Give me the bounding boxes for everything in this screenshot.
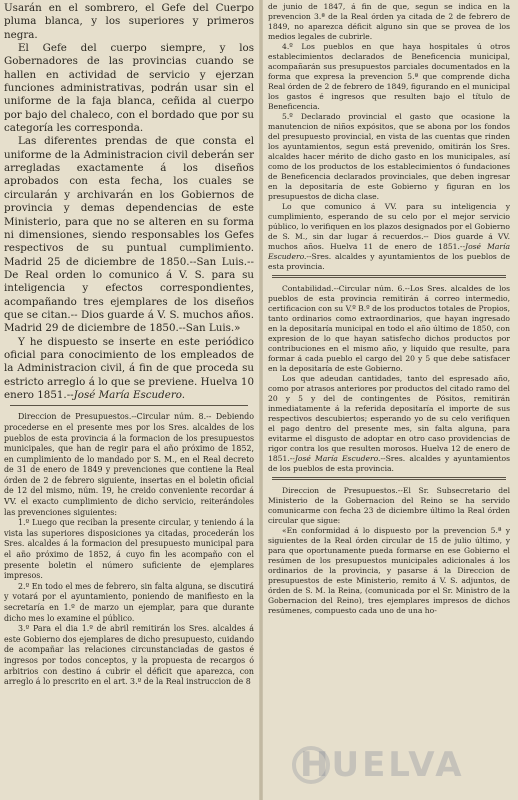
signature-escudero-2: José María Escudero. — [268, 242, 510, 261]
para-continuation-right: de junio de 1847, á fin de que, segun se indica en la prevencion 3.ª de la Real órden ya citada de 2 de febrero de 1849, no aparezca déficit alguno sin que se provea de los medios legales de cubrirle. — [268, 2, 510, 41]
para-dispuesto-text: Y he dispuesto se inserte en este periódico oficial para conocimiento de los empleados de la Administracion civil, á fin de que proceda su estricto arreglo á lo que se previene. Huelva 10 enero 1851.-- — [4, 335, 254, 401]
para-comunico-text: Lo que comunico á VV. para su inteligencia y cumplimiento, esperando de su celo por el mejor servicio público, lo verifiquen en los plazos designados por el Gobierno de S. M., sin dar lugar á recuerdos.-- Dios guarde á VV. muchos años. Huelva 11 de enero de 1851.-- — [268, 202, 510, 251]
para-comunico — [268, 202, 510, 272]
circular-8-point-3: 3.º Para el dia 1.º de abril remitirán los Sres. alcaldes á este Gobierno dos ejemplares de dicho presupuesto, cuidando de acompañar las relaciones circunstanciadas de gastos é ingresos por todos conceptos, y la propuesta de recargos ó arbitrios con destino á cubrir el déficit que aparezca, con arreglo á lo prescrito en el art. 3.º de la Real instruccion de 8 — [4, 624, 254, 687]
watermark-text: HUELVA — [300, 745, 465, 785]
para-5: 5.º Declarado provincial el gasto que ocasione la manutencion de niños expósitos, que se abona por los fondos del presupuesto provincial, en vista de las cuentas que rinden los ayuntamientos, segun está prevenido, omitirán los Sres. alcaldes hacer mérito de dicho gasto en los municipales, así como de los productos de los establecimientos ó fundaciones de Beneficencia declarados provinciales, que deben ingresar en la depositaría de este Gobierno y figuran en los presupuestos de dicha clase. — [268, 112, 510, 201]
addressees-2: --Sres. alcaldes y ayuntamientos de los pueblos de esta provincia. — [268, 454, 510, 473]
para-continuation: Usarán en el sombrero, el Gefe del Cuerpo pluma blanca, y los superiores y primeros negra. — [4, 2, 254, 41]
presupuestos-intro: Direccion de Presupuestos.--El Sr. Subsecretario del Ministerio de la Gobernacion del Reino se ha servido comunicarme con fecha 23 de diciembre último la Real órden circular que sigue: — [268, 486, 510, 525]
para-gefe: El Gefe del cuerpo siempre, y los Gobernadores de las provincias cuando se hallen en actividad de servicio y ejerzan funciones administrativas, podrán usar sin el uniforme de la faja blanca, ceñida al cuerpo por bajo del chaleco, con el bordado que por su categoría les corresponda. — [4, 42, 254, 135]
para-4: 4.º Los pueblos en que haya hospitales ú otros establecimientos declarados de Beneficencia municipal, acompañarán sus presupuestos parciales documentados en la forma que expresa la prevencion 5.ª que comprende dicha Real órden de 2 de febrero de 1849, figurando en el municipal los gastos é ingresos que resulten bajo el título de Beneficencia. — [268, 42, 510, 111]
right-column — [268, 2, 510, 616]
circular-6-point-2 — [268, 374, 510, 474]
circular-8-intro: Direccion de Presupuestos.--Circular núm. 8.-- Debiendo procederse en el presente mes por los Sres. alcaldes de los pueblos de esta provincia á la formacion de los presupuestos municipales, que han de regir para el año próximo de 1852, en cumplimiento de lo mandado por S. M., en el Real decreto de 31 de enero de 1849 y prevenciones que contiene la Real órden de 2 de febrero siguiente, insertas en el boletin oficial de 12 del mismo, núm. 19, he creido conveniente recordar á VV. el exacto cumplimiento de dicho servicio, reiterándoles las prevenciones siguientes: — [4, 412, 254, 517]
circular-6-point-2-text: Los que adeudan cantidades, tanto del espresado año, como por atrasos anteriores por productos del citado ramo del 20 y 5 y del de contingentes de Pósitos, remitirán inmediatamente á la referida depositaría el importe de sus respectivos descubiertos; esperando yo de su celo verifiquen el pago dentro del presente mes, sin falta alguna, para evitarme el disgusto de adoptar en otro caso providencias de rigor contra los que resulten morosos. Huelva 12 de enero de 1851.-- — [268, 374, 510, 463]
addressees-1: --Sres. alcaldes y ayuntamientos de los pueblos de esta provincia. — [268, 252, 510, 271]
section-divider — [272, 275, 506, 278]
section-divider — [272, 477, 506, 480]
presupuestos-quote: «En conformidad á lo dispuesto por la prevencion 5.ª y siguientes de la Real órden circular de 15 de julio último, y para que oportunamente pueda formarse en ese Gobierno el resúmen de los presupuestos municipales adicionales á los ordinarios de la provincia, y pasarse á la Direccion de presupuestos de este Ministerio, remito á V. S. adjuntos, de órden de S. M. la Reina, (comunicada por el Sr. Ministro de la Gobernacion del Reino), tres ejemplares impresos de dichos resúmenes, compuesto cada uno de una ho- — [268, 526, 510, 615]
para-dispuesto — [4, 336, 254, 403]
circular-8-point-2: 2.º En todo el mes de febrero, sin falta alguna, se discutirá y votará por el ayuntamiento, poniendo de manifiesto en la secretaría en 1.º de marzo un ejemplar, para que durante dicho mes lo examine el público. — [4, 581, 254, 623]
para-prendas: Las diferentes prendas de que consta el uniforme de la Administracion civil deberán ser arregladas exactamente á los diseños aprobados con esta fecha, los cuales se circularán y archivarán en los Gobiernos de provincia y demas dependencias de este Ministerio, para que no se alteren en su forma ni dimensiones, siendo responsables los Gefes respectivos de su puntual cumplimiento. Madrid 25 de diciembre de 1850.--San Luis.-- De Real orden lo comunico á V. S. para su inteligencia y efectos correspondientes, acompañando tres ejemplares de los diseños que se citan.-- Dios guarde á V. S. muchos años. Madrid 29 de diciembre de 1850.--San Luis.» — [4, 135, 254, 335]
circular-8-point-1: 1.º Luego que reciban la presente circular, y teniendo á la vista las superiores disposiciones ya citadas, procederán los Sres. alcaldes á la formacion del presupuesto municipal para el año próximo de 1852, á cuyo fin les acompaño con el presente boletin el número suficiente de ejemplares impresos. — [4, 518, 254, 581]
circular-6: Contabilidad.--Circular núm. 6.--Los Sres. alcaldes de los pueblos de esta provincia remitirán á correo intermedio, certificacion con su V.º B.º de los productos totales de Propios, tanto ordinarios como extraordinarios, que hayan ingresado en la depositaría municipal en todo el año último de 1850, con expresion de lo que hayan satisfecho dichos productos por contribuciones en el mismo año, y liquido que resulte, para formar á cada pueblo el cargo del 20 y 5 que debe satisfacer en la depositaría de este Gobierno. — [268, 284, 510, 373]
page-fold — [259, 0, 263, 800]
signature-escudero-3: José María Escudero. — [294, 454, 381, 463]
signature-escudero-1: José María Escudero. — [73, 388, 186, 401]
left-column — [4, 2, 254, 688]
section-divider — [10, 405, 248, 406]
